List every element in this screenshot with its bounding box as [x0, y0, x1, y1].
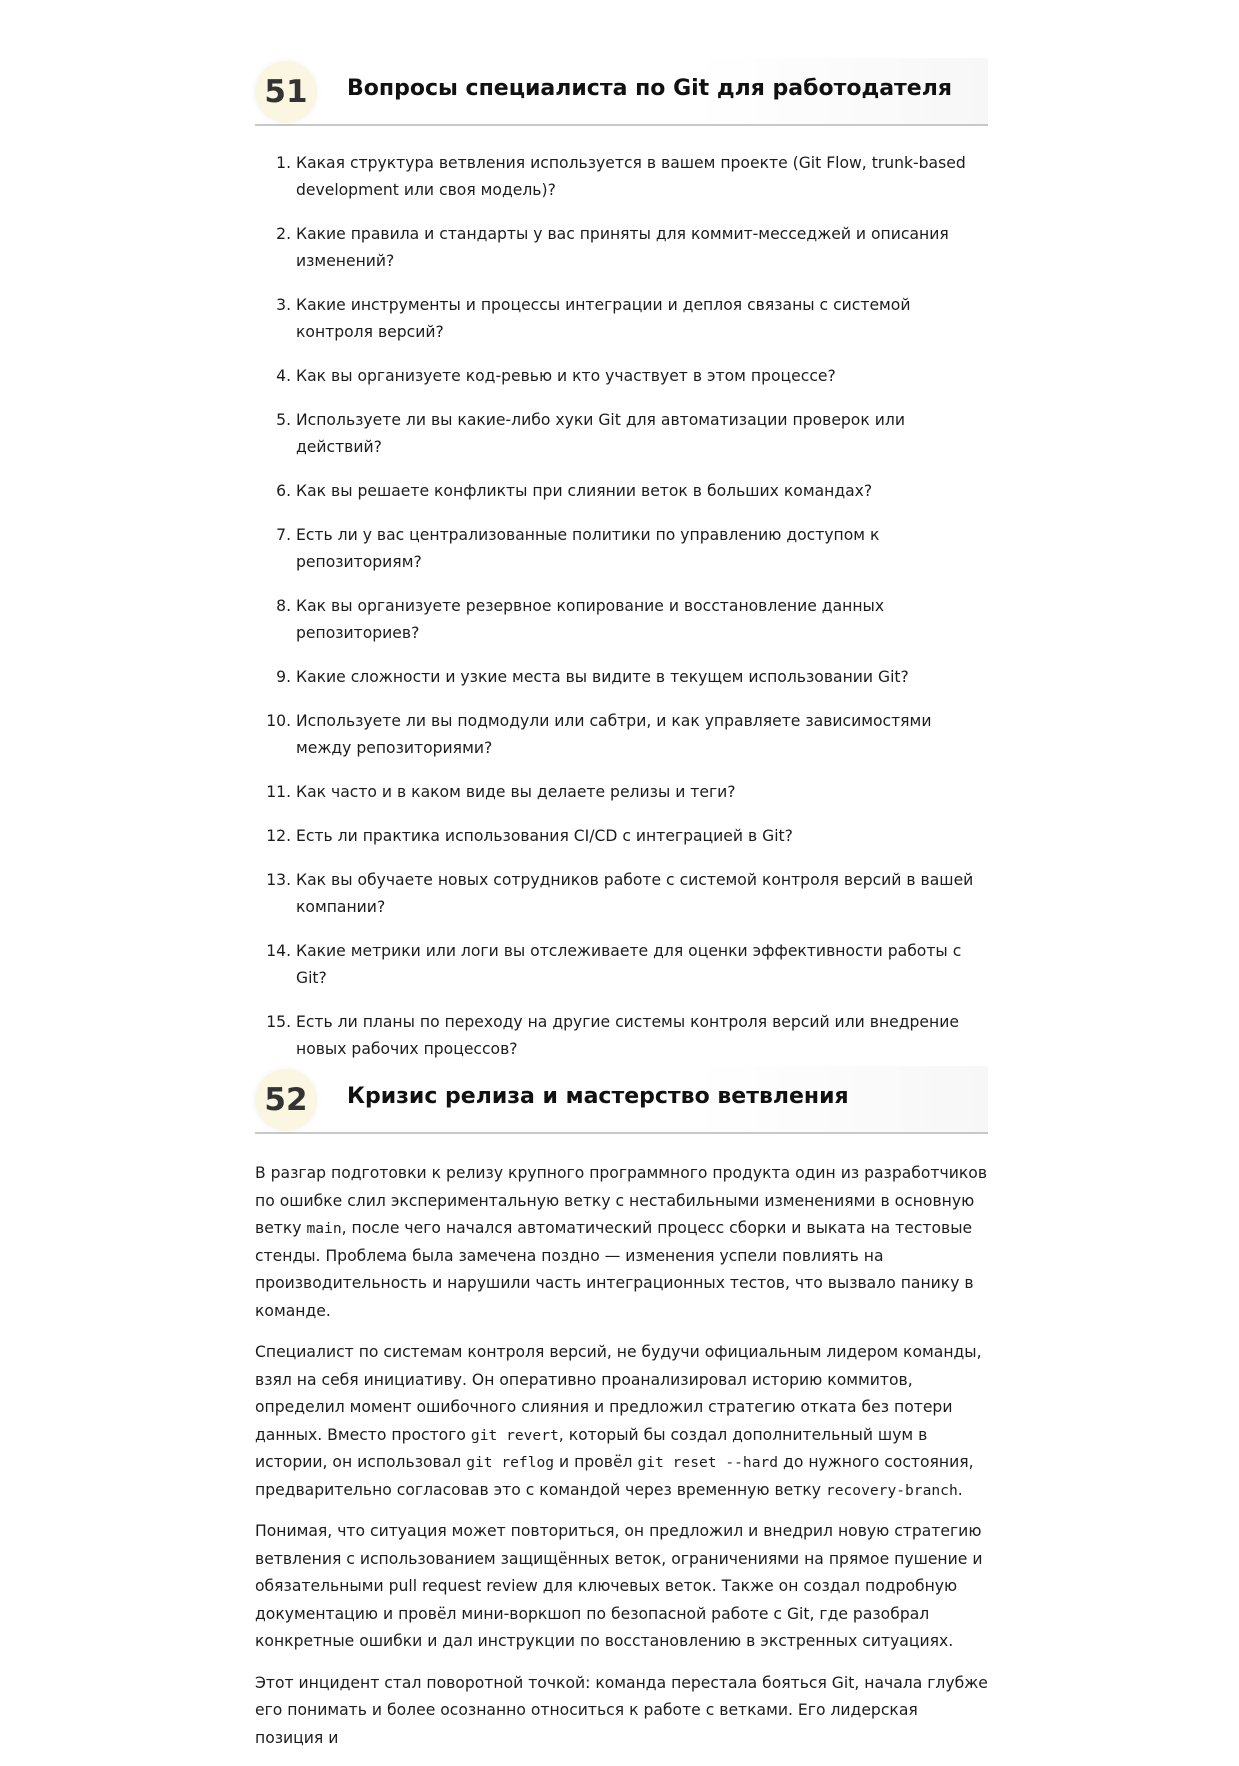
paragraph — [255, 1160, 988, 1325]
list-item: 4. Как вы организуете код-ревью и кто участвует в этом процессе? — [296, 363, 988, 390]
list-item: 14. Какие метрики или логи вы отслеживаете для оценки эффективности работы с Git? — [296, 938, 988, 992]
section-51 — [255, 58, 988, 1080]
list-item: 5. Используете ли вы какие-либо хуки Git для автоматизации проверок или действий? — [296, 407, 988, 461]
list-item: 3. Какие инструменты и процессы интеграции и деплоя связаны с системой контроля версий? — [296, 292, 988, 346]
text-run: до нужного состояния, предварительно согласовав это с командой через временную ветку — [255, 1453, 974, 1499]
text-run: В разгар подготовки к релизу крупного программного продукта один из разработчиков по ошибке слил экспериментальную ветку с нестабильными изменениями в основную ветку — [255, 1164, 988, 1237]
section-number-badge: 51 — [255, 61, 317, 123]
inline-code: git reset --hard — [637, 1454, 779, 1471]
list-item: 13. Как вы обучаете новых сотрудников работе с системой контроля версий в вашей компании? — [296, 867, 988, 921]
list-item: 7. Есть ли у вас централизованные политики по управлению доступом к репозиториям? — [296, 522, 988, 576]
text-run: , после чего начался автоматический процесс сборки и выката на тестовые стенды. Проблема была замечена поздно — изменения успели повлиять на производительность и нарушили часть интеграционных тестов, что вызвало панику в команде. — [255, 1219, 974, 1320]
list-item: 10. Используете ли вы подмодули или сабтри, и как управляете зависимостями между репозиториями? — [296, 708, 988, 762]
list-item: 6. Как вы решаете конфликты при слиянии веток в больших командах? — [296, 478, 988, 505]
inline-code: main — [306, 1220, 342, 1237]
list-item: 11. Как часто и в каком виде вы делаете релизы и теги? — [296, 779, 988, 806]
text-run: Специалист по системам контроля версий, не будучи официальным лидером команды, взял на себя инициативу. Он оперативно проанализировал историю коммитов, определил момент ошибочного слияния и предложил стратегию отката без потери данных. Вместо простого — [255, 1343, 982, 1444]
section-title: Кризис релиза и мастерство ветвления — [347, 1084, 849, 1109]
list-item: 2. Какие правила и стандарты у вас приняты для коммит-месседжей и описания изменений? — [296, 221, 988, 275]
section-52 — [255, 1066, 988, 1766]
section-title: Вопросы специалиста по Git для работодателя — [347, 76, 952, 101]
inline-code: git revert — [470, 1426, 559, 1444]
paragraph — [255, 1339, 988, 1504]
inline-code: git reflog — [466, 1454, 555, 1471]
list-item: 8. Как вы организуете резервное копирование и восстановление данных репозиториев? — [296, 593, 988, 647]
section-header — [255, 1066, 988, 1134]
section-number-badge: 52 — [255, 1069, 317, 1131]
text-run: . — [957, 1480, 963, 1499]
questions-list — [255, 150, 988, 1063]
text-run: , который бы создал дополнительный шум в истории, он использовал — [255, 1425, 928, 1471]
text-run: и провёл — [554, 1453, 638, 1471]
list-item: 9. Какие сложности и узкие места вы видите в текущем использовании Git? — [296, 664, 988, 691]
section-header — [255, 58, 988, 126]
list-item: 15. Есть ли планы по переходу на другие системы контроля версий или внедрение новых рабочих процессов? — [296, 1009, 988, 1063]
paragraph: Понимая, что ситуация может повториться, он предложил и внедрил новую стратегию ветвления с использованием защищённых веток, ограничениями на прямое пушение и обязательными pull request review для ключевых веток. Также он создал подробную документацию и провёл мини-воркшоп по безопасной работе с Git, где разобрал конкретные ошибки и дал инструкции по восстановлению в экстренных ситуациях. — [255, 1522, 983, 1650]
section-body — [255, 1160, 988, 1752]
paragraph: Этот инцидент стал поворотной точкой: команда перестала бояться Git, начала глубже его понимать и более осознанно относиться к работе с ветками. Его лидерская позиция и — [255, 1673, 988, 1747]
list-item: 1. Какая структура ветвления используется в вашем проекте (Git Flow, trunk-based development или своя модель)? — [296, 150, 988, 204]
inline-code: recovery-branch — [825, 1481, 958, 1499]
list-item: 12. Есть ли практика использования CI/CD с интеграцией в Git? — [296, 823, 988, 850]
